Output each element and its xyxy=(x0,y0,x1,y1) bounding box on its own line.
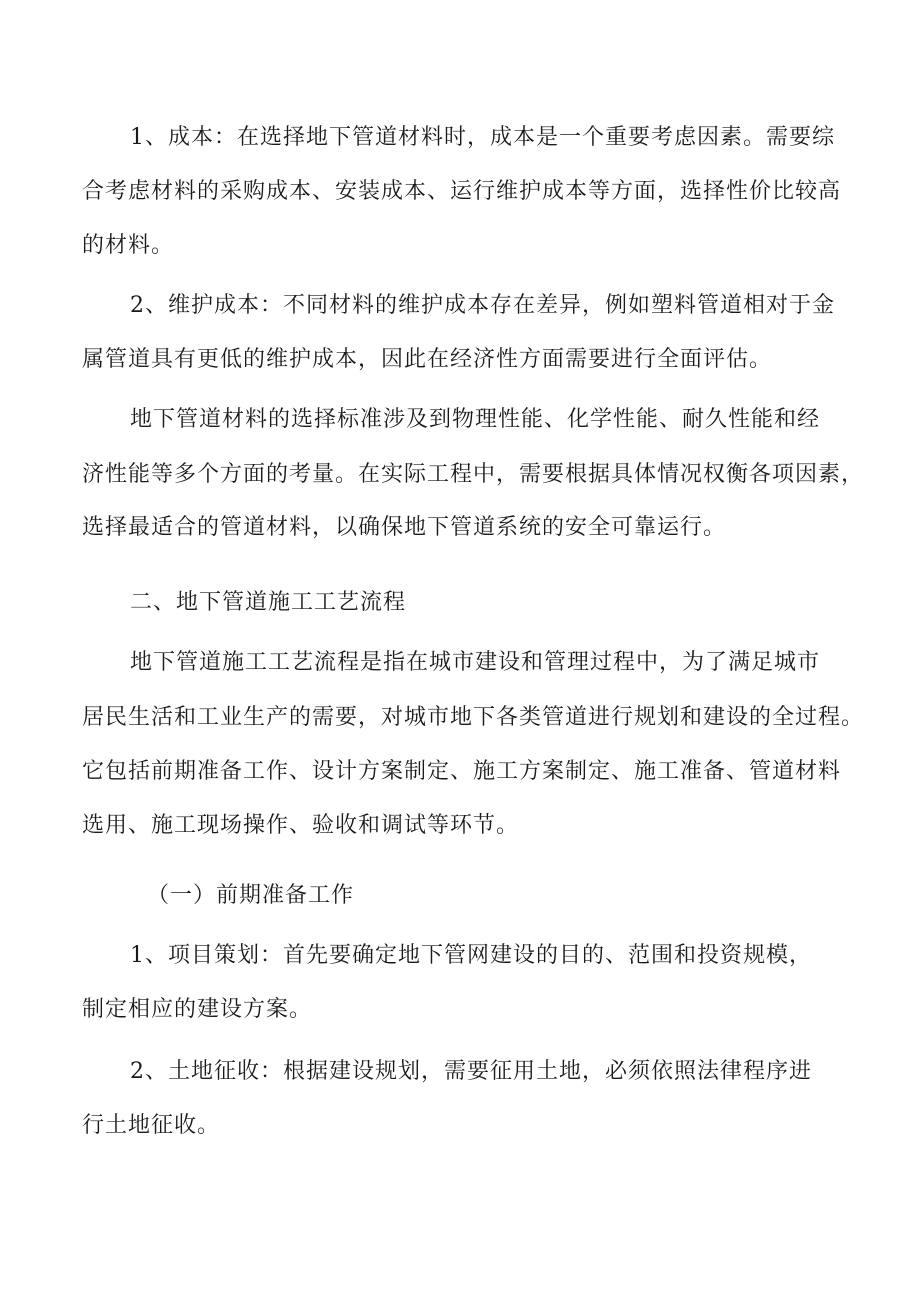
paragraph-line: 属管道具有更低的维护成本，因此在经济性方面需要进行全面评估。 xyxy=(82,347,773,372)
paragraph-line: 的材料。 xyxy=(82,233,175,258)
paragraph-line: 地下管道材料的选择标准涉及到物理性能、化学性能、耐久性能和经 xyxy=(130,407,821,432)
paragraph-line: 1、项目策划：首先要确定地下管网建设的目的、范围和投资规模， xyxy=(130,943,812,968)
paragraph-line: 居民生活和工业生产的需要，对城市地下各类管道进行规划和建设的全过程。 xyxy=(82,705,865,730)
paragraph-line: 1、成本：在选择地下管道材料时，成本是一个重要考虑因素。需要综 xyxy=(130,125,835,150)
paragraph-line: 济性能等多个方面的考量。在实际工程中，需要根据具体情况权衡各项因素， xyxy=(82,462,865,487)
paragraph-line: 制定相应的建设方案。 xyxy=(82,997,313,1022)
paragraph-line: 地下管道施工工艺流程是指在城市建设和管理过程中，为了满足城市 xyxy=(130,650,821,675)
section-heading: 二、地下管道施工工艺流程 xyxy=(130,590,407,615)
subsection-heading: （一）前期准备工作 xyxy=(147,883,355,908)
paragraph-line: 2、土地征收：根据建设规划，需要征用土地，必须依照法律程序进 xyxy=(130,1059,812,1084)
paragraph-line: 选用、施工现场操作、验收和调试等环节。 xyxy=(82,813,520,838)
paragraph-line: 选择最适合的管道材料，以确保地下管道系统的安全可靠运行。 xyxy=(82,515,727,540)
paragraph-line: 它包括前期准备工作、设计方案制定、施工方案制定、施工准备、管道材料 xyxy=(82,759,842,784)
paragraph-line: 合考虑材料的采购成本、安装成本、运行维护成本等方面，选择性价比较高 xyxy=(82,179,842,204)
paragraph-line: 2、维护成本：不同材料的维护成本存在差异，例如塑料管道相对于金 xyxy=(130,293,835,318)
paragraph-line: 行土地征收。 xyxy=(82,1113,221,1138)
